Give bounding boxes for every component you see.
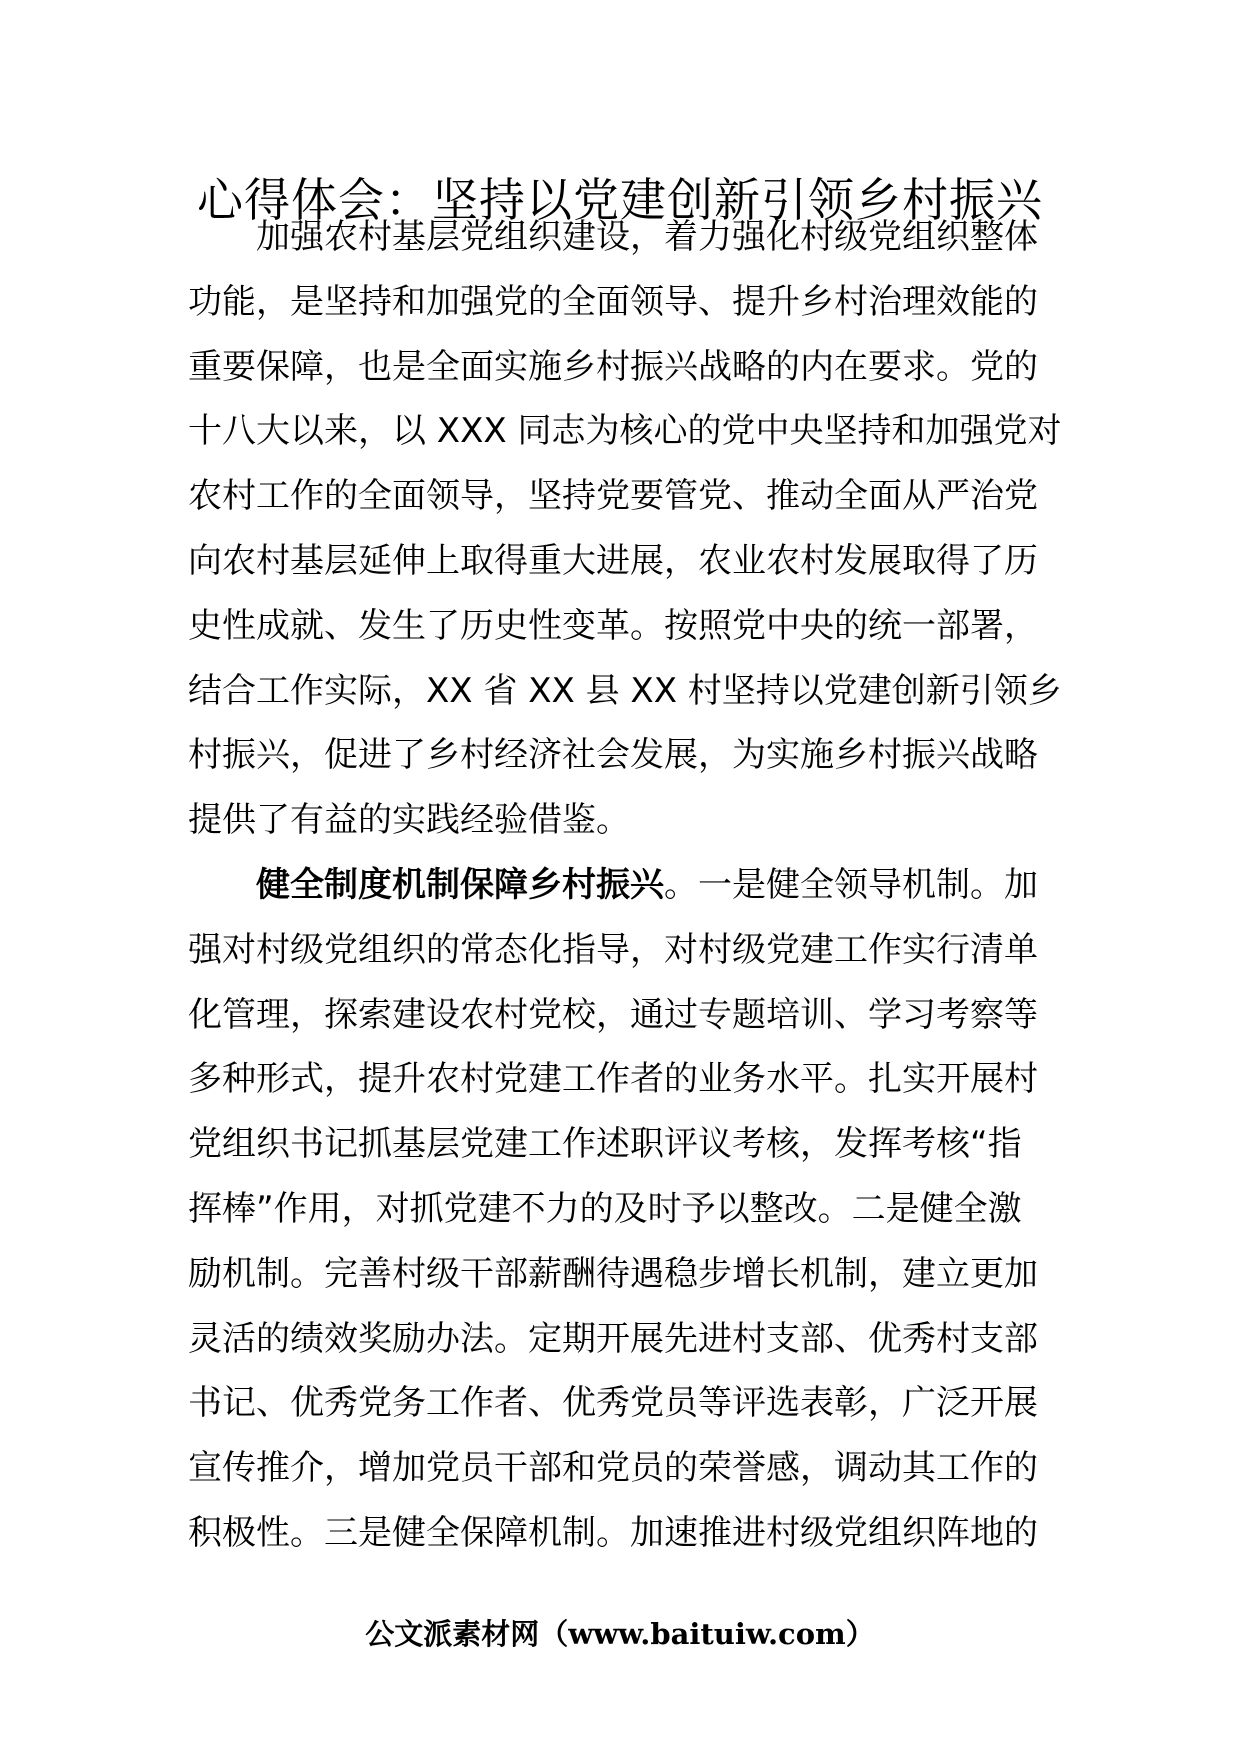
text-line: 重要保障，也是全面实施乡村振兴战略的内在要求。党的	[188, 346, 1038, 387]
text-line: 加强农村基层党组织建设，着力强化村级党组织整体	[256, 217, 1038, 257]
text-line: 农村工作的全面领导，坚持党要管党、推动全面从严治党	[188, 476, 1038, 517]
text-line: 强对村级党组织的常态化指导，对村级党建工作实行清单	[188, 929, 1038, 970]
document-title: 心得体会：坚持以党建创新引领乡村振兴	[197, 173, 1043, 227]
text-line: 多种形式，提升农村党建工作者的业务水平。扎实开展村	[188, 1059, 1038, 1100]
text-line: 结合工作实际，XX 省 XX 县 XX 村坚持以党建创新引领乡	[188, 670, 1062, 711]
text-line: 灵活的绩效奖励办法。定期开展先进村支部、优秀村支部	[188, 1318, 1038, 1359]
text-line: 宣传推介，增加党员干部和党员的荣誉感，调动其工作的	[188, 1448, 1038, 1489]
document-body	[188, 205, 1062, 1566]
text-line: 书记、优秀党务工作者、优秀党员等评选表彰，广泛开展	[188, 1383, 1038, 1424]
text-line: 提供了有益的实践经验借鉴。	[188, 800, 630, 841]
text-line: 积极性。三是健全保障机制。加速推进村级党组织阵地的	[188, 1512, 1038, 1553]
text-line: 党组织书记抓基层党建工作述职评议考核，发挥考核“指	[188, 1124, 1022, 1165]
text-fragment: 。一是健全领导机制。加	[664, 864, 1038, 905]
text-line: 挥棒”作用，对抓党建不力的及时予以整改。二是健全激	[188, 1188, 1022, 1229]
section-heading: 健全制度机制保障乡村振兴	[256, 864, 664, 905]
text-line: 化管理，探索建设农村党校，通过专题培训、学习考察等	[188, 994, 1038, 1035]
text-line: 十八大以来，以 XXX 同志为核心的党中央坚持和加强党对	[188, 411, 1062, 452]
text-line: 村振兴，促进了乡村经济社会发展，为实施乡村振兴战略	[188, 735, 1038, 776]
text-line	[188, 853, 1058, 918]
text-line: 励机制。完善村级干部薪酬待遇稳步增长机制，建立更加	[188, 1253, 1038, 1294]
page-footer: 公文派素材网（www.baituiw.com）	[365, 1617, 875, 1651]
text-line: 功能，是坚持和加强党的全面领导、提升乡村治理效能的	[188, 281, 1038, 322]
text-line: 向农村基层延伸上取得重大进展，农业农村发展取得了历	[188, 540, 1038, 581]
text-line: 史性成就、发生了历史性变革。按照党中央的统一部署，	[188, 605, 1038, 646]
